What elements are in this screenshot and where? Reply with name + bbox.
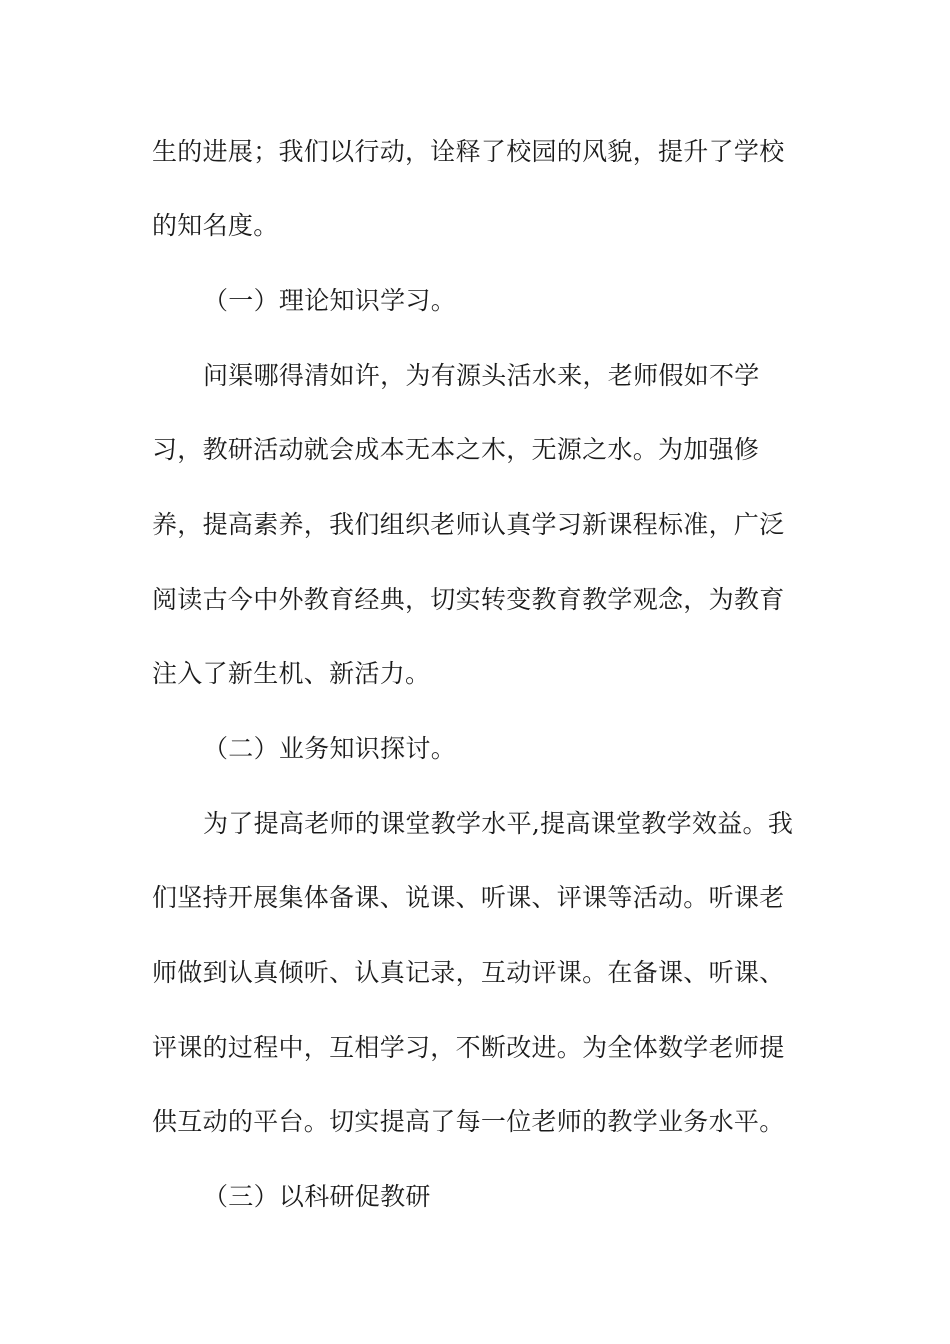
paragraph-line: 为了提高老师的课堂教学水平,提高课堂教学效益。我 bbox=[203, 809, 794, 838]
paragraph-line: 问渠哪得清如许，为有源头活水来，老师假如不学 bbox=[203, 361, 760, 390]
paragraph-line: 们坚持开展集体备课、说课、听课、评课等活动。听课老 bbox=[152, 883, 785, 912]
paragraph-line: 注入了新生机、新活力。 bbox=[152, 659, 431, 688]
paragraph-line: 养，提高素养，我们组织老师认真学习新课程标准，广泛 bbox=[152, 510, 785, 539]
section-heading-1: （一）理论知识学习。 bbox=[203, 286, 457, 315]
paragraph-line: 阅读古今中外教育经典，切实转变教育教学观念，为教育 bbox=[152, 585, 785, 614]
section-heading-3: （三）以科研促教研 bbox=[203, 1182, 431, 1211]
section-heading-2: （二）业务知识探讨。 bbox=[203, 734, 457, 763]
paragraph-line: 评课的过程中，互相学习，不断改进。为全体数学老师提 bbox=[152, 1033, 785, 1062]
paragraph-line: 的知名度。 bbox=[152, 211, 279, 240]
paragraph-line: 习，教研活动就会成本无本之木，无源之水。为加强修 bbox=[152, 435, 760, 464]
paragraph-line: 供互动的平台。切实提高了每一位老师的教学业务水平。 bbox=[152, 1107, 785, 1136]
paragraph-line: 师做到认真倾听、认真记录，互动评课。在备课、听课、 bbox=[152, 958, 785, 987]
paragraph-line: 生的进展；我们以行动，诠释了校园的风貌，提升了学校 bbox=[152, 137, 785, 166]
